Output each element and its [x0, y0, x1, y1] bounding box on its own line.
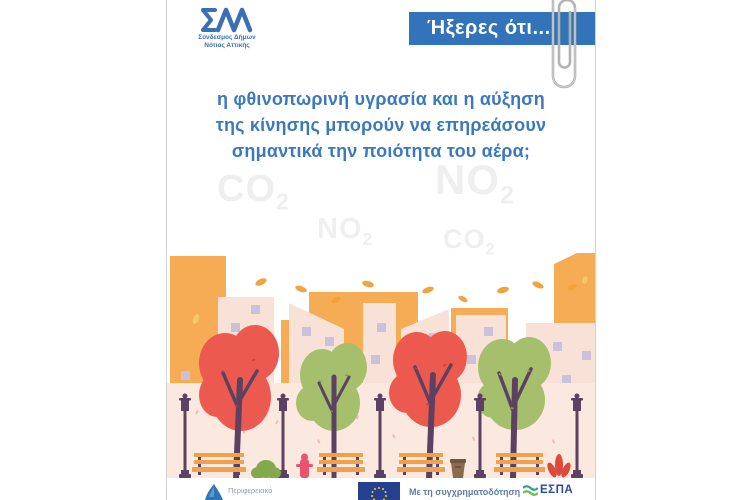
poster-page — [166, 0, 596, 500]
question-line-1: η φθινοπωρινή υγρασία και η αύξηση — [217, 89, 545, 109]
espa-logo — [523, 484, 573, 496]
footer-logos — [167, 478, 595, 500]
eu-flag-icon — [358, 482, 400, 500]
bench-icon — [494, 453, 545, 475]
org-logo-mark-icon — [199, 6, 255, 34]
paperclip-icon — [543, 0, 591, 100]
co2-watermark: $CO_2$ — [217, 168, 290, 215]
city-illustration — [167, 245, 595, 478]
espa-label: ΕΣΠΑ — [540, 484, 574, 496]
regional-authority-logo — [205, 484, 223, 500]
bench-icon — [317, 453, 365, 475]
org-name-line2: Νότιας Αττικής — [204, 42, 250, 49]
regional-authority-label: Περιφερειακό — [228, 486, 273, 495]
org-logo — [187, 6, 267, 50]
bench-icon — [192, 453, 246, 475]
question-text — [167, 86, 595, 164]
org-name-line1: Σύνδεσμος Δήμων — [198, 34, 256, 41]
question-line-3: σημαντικά την ποιότητα του αέρα; — [231, 141, 531, 161]
banner-label: Ήξερες ότι... — [427, 17, 551, 39]
cofinancing-label: Με τη συγχρηματοδότηση — [409, 487, 521, 497]
bench-icon — [397, 453, 445, 475]
no2-watermark-small: $NO_2$ — [317, 213, 374, 249]
espa-waves-icon — [523, 484, 538, 496]
co2-watermark-small: $CO_2$ — [443, 224, 496, 259]
no2-watermark: $NO_2$ — [435, 156, 516, 210]
question-line-2: της κίνησης μπορούν να επηρεάσουν — [215, 115, 547, 135]
